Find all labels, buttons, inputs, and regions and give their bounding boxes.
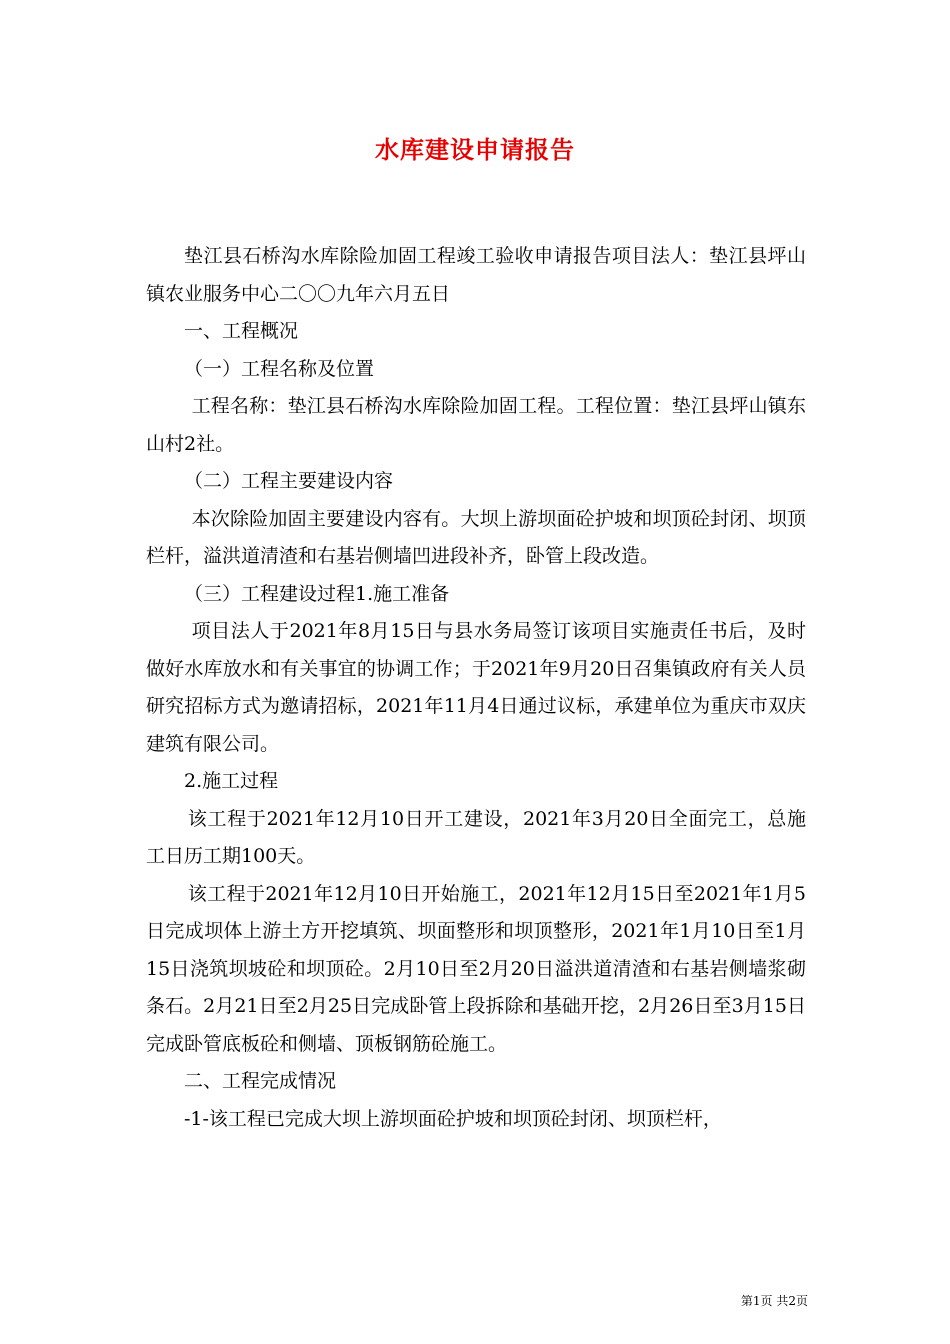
- paragraph-completion: -1-该工程已完成大坝上游坝面砼护坡和坝顶砼封闭、坝顶栏杆，: [184, 1107, 722, 1130]
- document-title: 水库建设申请报告: [375, 135, 575, 164]
- paragraph-intro: 垫江县石桥沟水库除险加固工程竣工验收申请报告项目法人：垫江县坪山镇农业服务中心二〇〇九年六月五日: [146, 245, 806, 305]
- paragraph-construction-period: 该工程于2021年12月10日开工建设，2021年3月20日全面完工，总施工日历工期100天。: [146, 807, 806, 867]
- paragraph-preparation: 项目法人于2021年8月15日与县水务局签订该项目实施责任书后，及时做好水库放水和有关事宜的协调工作；于2021年9月20日召集镇政府有关人员研究招标方式为邀请招标，2021年11月4日通过议标，承建单位为重庆市双庆建筑有限公司。: [146, 620, 806, 755]
- subheading-construction: 2.施工过程: [184, 770, 279, 792]
- subheading-construction-process: （三）工程建设过程1.施工准备: [184, 582, 450, 605]
- heading-overview: 一、工程概况: [184, 320, 299, 342]
- page-number: 第1页 共2页: [740, 1294, 808, 1308]
- heading-completion: 二、工程完成情况: [184, 1070, 337, 1092]
- paragraph-name-location: 工程名称：垫江县石桥沟水库除险加固工程。工程位置：垫江县坪山镇东山村2社。: [146, 395, 806, 455]
- paragraph-main-content: 本次除险加固主要建设内容有。大坝上游坝面砼护坡和坝顶砼封闭、坝顶栏杆，溢洪道清渣和右基岩侧墙凹进段补齐，卧管上段改造。: [146, 507, 806, 567]
- subheading-name-location: （一）工程名称及位置: [184, 357, 375, 380]
- paragraph-construction-details: 该工程于2021年12月10日开始施工，2021年12月15日至2021年1月5日完成坝体上游土方开挖填筑、坝面整形和坝顶整形，2021年1月10日至1月15日浇筑坝坡砼和坝顶砼。2月10日至2月20日溢洪道清渣和右基岩侧墙浆砌条石。2月21日至2月25日完成卧管上段拆除和基础开挖，2月26日至3月15日完成卧管底板砼和侧墙、顶板钢筋砼施工。: [146, 882, 806, 1055]
- subheading-main-content: （二）工程主要建设内容: [184, 470, 394, 492]
- document-body: [146, 238, 806, 1138]
